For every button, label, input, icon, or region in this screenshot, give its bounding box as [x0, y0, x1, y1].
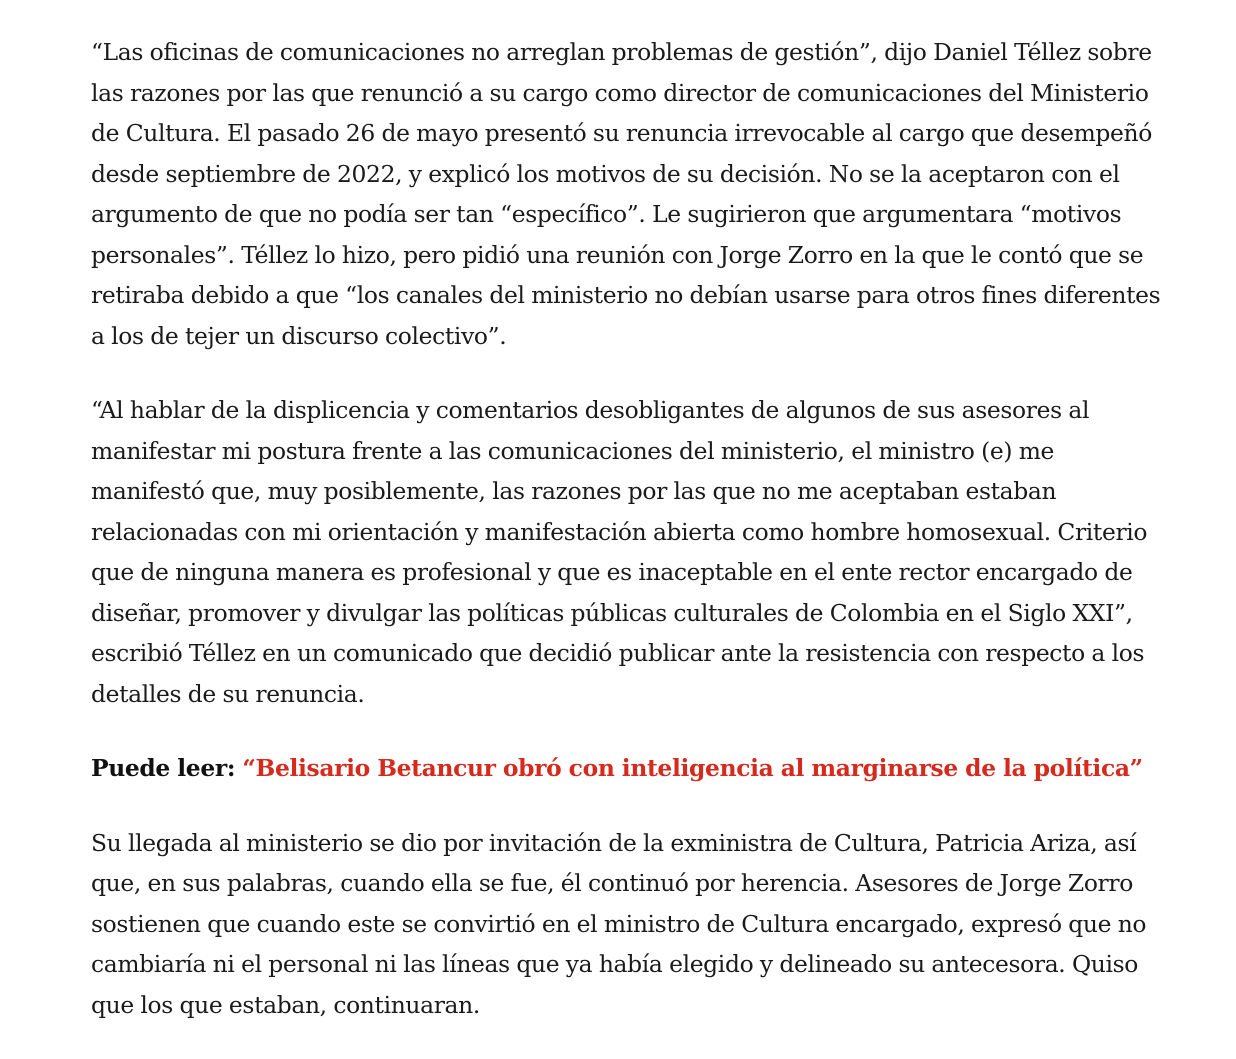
article-paragraph-3: Su llegada al ministerio se dio por invitación de la exministra de Cultura, Patricia Ariza, así que, en sus palabras, cuando ella se fue, él continuó por herencia. Asesores de Jorge Zorro sostienen que cuando este se convirtió en el ministro de Cultura encargado, expresó que no cambiaría ni el personal ni las líneas que ya había elegido y delineado su antecesora. Quiso que los que estaban, continuaran.: [91, 828, 1147, 1019]
article-paragraph-2: “Al hablar de la displicencia y comentarios desobligantes de algunos de sus asesores al manifestar mi postura frente a las comunicaciones del ministerio, el ministro (e) me manifestó que, muy posiblemente, las razones por las que no me aceptaban estaban relacionadas con mi orientación y manifestación abierta como hombre homosexual. Criterio que de ninguna manera es profesional y que es inaceptable en el ente rector encargado de diseñar, promover y divulgar las políticas públicas culturales de Colombia en el Siglo XXI”, escribió Téllez en un comunicado que decidió publicar ante la resistencia con respecto a los detalles de su renuncia.: [91, 396, 1148, 708]
read-more-label: Puede leer:: [91, 754, 236, 782]
read-more-block: [91, 748, 1171, 789]
article-body: [91, 32, 1171, 1059]
article-paragraph-1: “Las oficinas de comunicaciones no arreglan problemas de gestión”, dijo Daniel Téllez sobre las razones por las que renunció a su cargo como director de comunicaciones del Ministerio de Cultura. El pasado 26 de mayo presentó su renuncia irrevocable al cargo que desempeñó desde septiembre de 2022, y explicó los motivos de su decisión. No se la aceptaron con el argumento de que no podía ser tan “específico”. Le sugirieron que argumentara “motivos personales”. Téllez lo hizo, pero pidió una reunión con Jorge Zorro en la que le contó que se retiraba debido a que “los canales del ministerio no debían usarse para otros fines diferentes a los de tejer un discurso colectivo”.: [91, 38, 1161, 350]
read-more-link[interactable]: “Belisario Betancur obró con inteligencia al marginarse de la política”: [242, 754, 1143, 782]
